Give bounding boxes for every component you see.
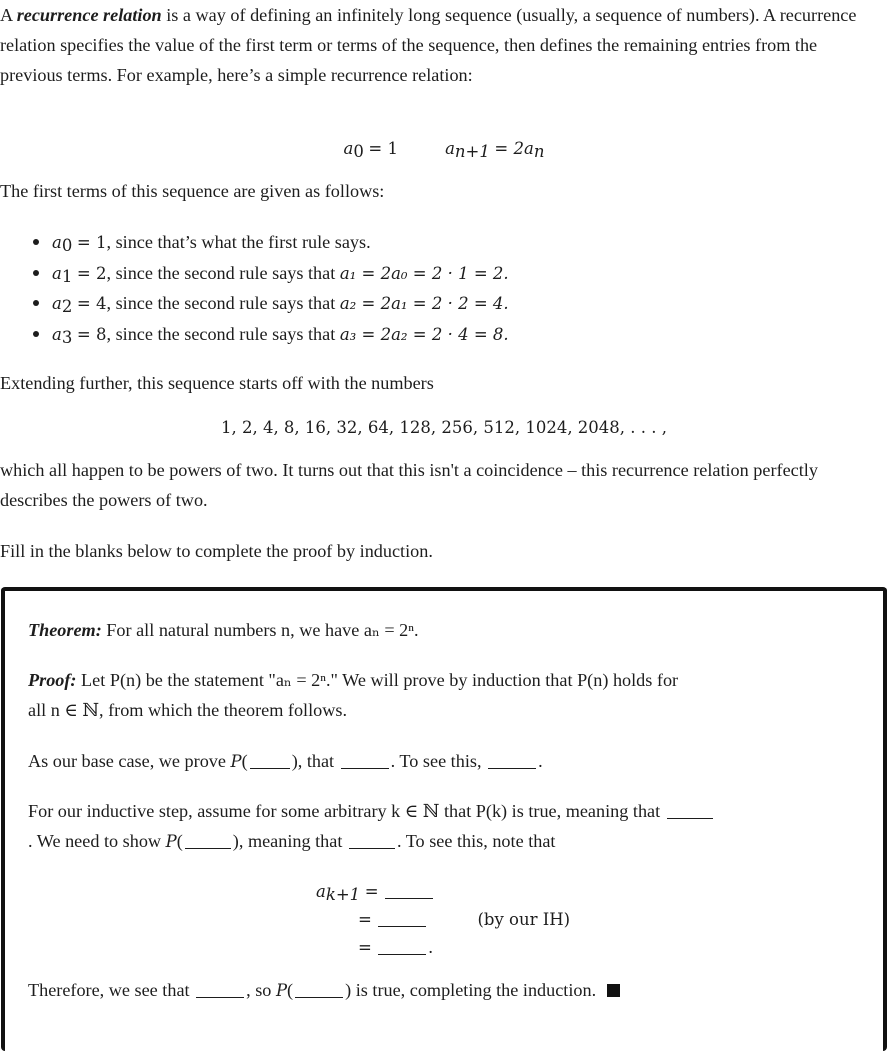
proof-text-2: all n ∈ ℕ, from which the theorem follows. xyxy=(28,700,348,720)
conclusion-n-blank[interactable] xyxy=(295,983,343,998)
theorem-text: For all natural numbers n, we have aₙ = 2ⁿ. xyxy=(106,620,419,640)
sequence-values: 1, 2, 4, 8, 16, 32, 64, 128, 256, 512, 1024, 2048, . . . , xyxy=(220,418,668,437)
intro-text: is a way of defining an infinitely long sequence (usually, a sequence of numbers). A recurrence relation specifies the value of the first term or terms of the sequence, then defines the remaining entries from the previous terms. For example, here’s a simple recurrence relation: xyxy=(0,5,857,85)
relation-a0-rhs: = 1 xyxy=(368,139,398,158)
proof-box xyxy=(1,587,887,1051)
term-calc: a₃ = 2a₂ = 2 · 4 = 8. xyxy=(339,324,509,344)
base-case-line: As our base case, we prove P( ), that . To see this, . xyxy=(28,751,543,771)
relation-a0-sub: 0 xyxy=(353,142,364,161)
base-case-n-blank[interactable] xyxy=(250,754,290,769)
term-calc: a₂ = 2a₁ = 2 · 2 = 4. xyxy=(339,294,509,313)
inductive-step-paragraph: For our inductive step, assume for some arbitrary k ∈ ℕ that P(k) is true, meaning that . We need to show P( ), meaning that . To see this, note that xyxy=(28,796,858,857)
list-item: $a_3 = 8$, since the second rule says that a₃ = 2a₂ = 2 · 4 = 8. xyxy=(0,319,509,350)
goal-statement-blank[interactable] xyxy=(349,834,395,849)
sequence-display xyxy=(0,412,888,443)
instruction-text: Fill in the blanks below to complete the proof by induction. xyxy=(0,541,433,561)
therefore-line: Therefore, we see that , so P( ) is true, completing the induction. xyxy=(28,975,858,1006)
relation-an1: a xyxy=(445,139,455,158)
chain-blank-1[interactable] xyxy=(385,884,433,899)
proof-text-1: Let P(n) be the statement "aₙ = 2ⁿ." We will prove by induction that P(n) holds for xyxy=(81,670,679,690)
qed-square-icon xyxy=(607,984,620,997)
list-item: $a_2 = 4$, since the second rule says that a₂ = 2a₁ = 2 · 2 = 4. xyxy=(0,288,509,319)
proof-label: Proof: xyxy=(28,670,77,690)
base-case-reason-blank[interactable] xyxy=(488,754,536,769)
chain-blank-2[interactable] xyxy=(378,912,426,927)
intro-term: recurrence relation xyxy=(16,5,162,25)
goal-n-blank[interactable] xyxy=(185,834,231,849)
intro-paragraph xyxy=(0,0,872,90)
intro-article: A xyxy=(0,5,13,25)
relation-an1-sub: n+1 xyxy=(454,142,490,161)
chain-blank-3[interactable] xyxy=(378,940,426,955)
list-item: $a_1 = 2$, since the second rule says that a₁ = 2a₀ = 2 · 1 = 2. xyxy=(0,258,509,289)
ih-statement-blank[interactable] xyxy=(667,804,713,819)
term-list xyxy=(0,227,509,349)
relation-an1-rhs-sub: n xyxy=(533,142,545,161)
powers-text: which all happen to be powers of two. It turns out that this isn't a coincidence – this recurrence relation perfectly describes the powers of two. xyxy=(0,460,818,510)
recurrence-relation xyxy=(0,133,888,164)
base-case-statement-blank[interactable] xyxy=(341,754,389,769)
equation-chain: $a_{k+1}$ = = (by our IH) = . xyxy=(316,882,571,957)
first-terms-intro: The first terms of this sequence are given as follows: xyxy=(0,181,385,201)
theorem-line xyxy=(28,615,858,645)
theorem-label: Theorem: xyxy=(28,620,102,640)
relation-an1-rhs: = 2a xyxy=(494,139,534,158)
relation-a0: a xyxy=(343,139,354,158)
conclusion-blank[interactable] xyxy=(196,983,244,998)
list-item: $a_0 = 1$, since that’s what the first rule says. xyxy=(0,227,509,258)
proof-paragraph xyxy=(28,665,858,725)
term-calc: a₁ = 2a₀ = 2 · 1 = 2. xyxy=(339,263,509,283)
by-ih-label: (by our IH) xyxy=(477,910,571,929)
extending-text: Extending further, this sequence starts off with the numbers xyxy=(0,373,434,393)
